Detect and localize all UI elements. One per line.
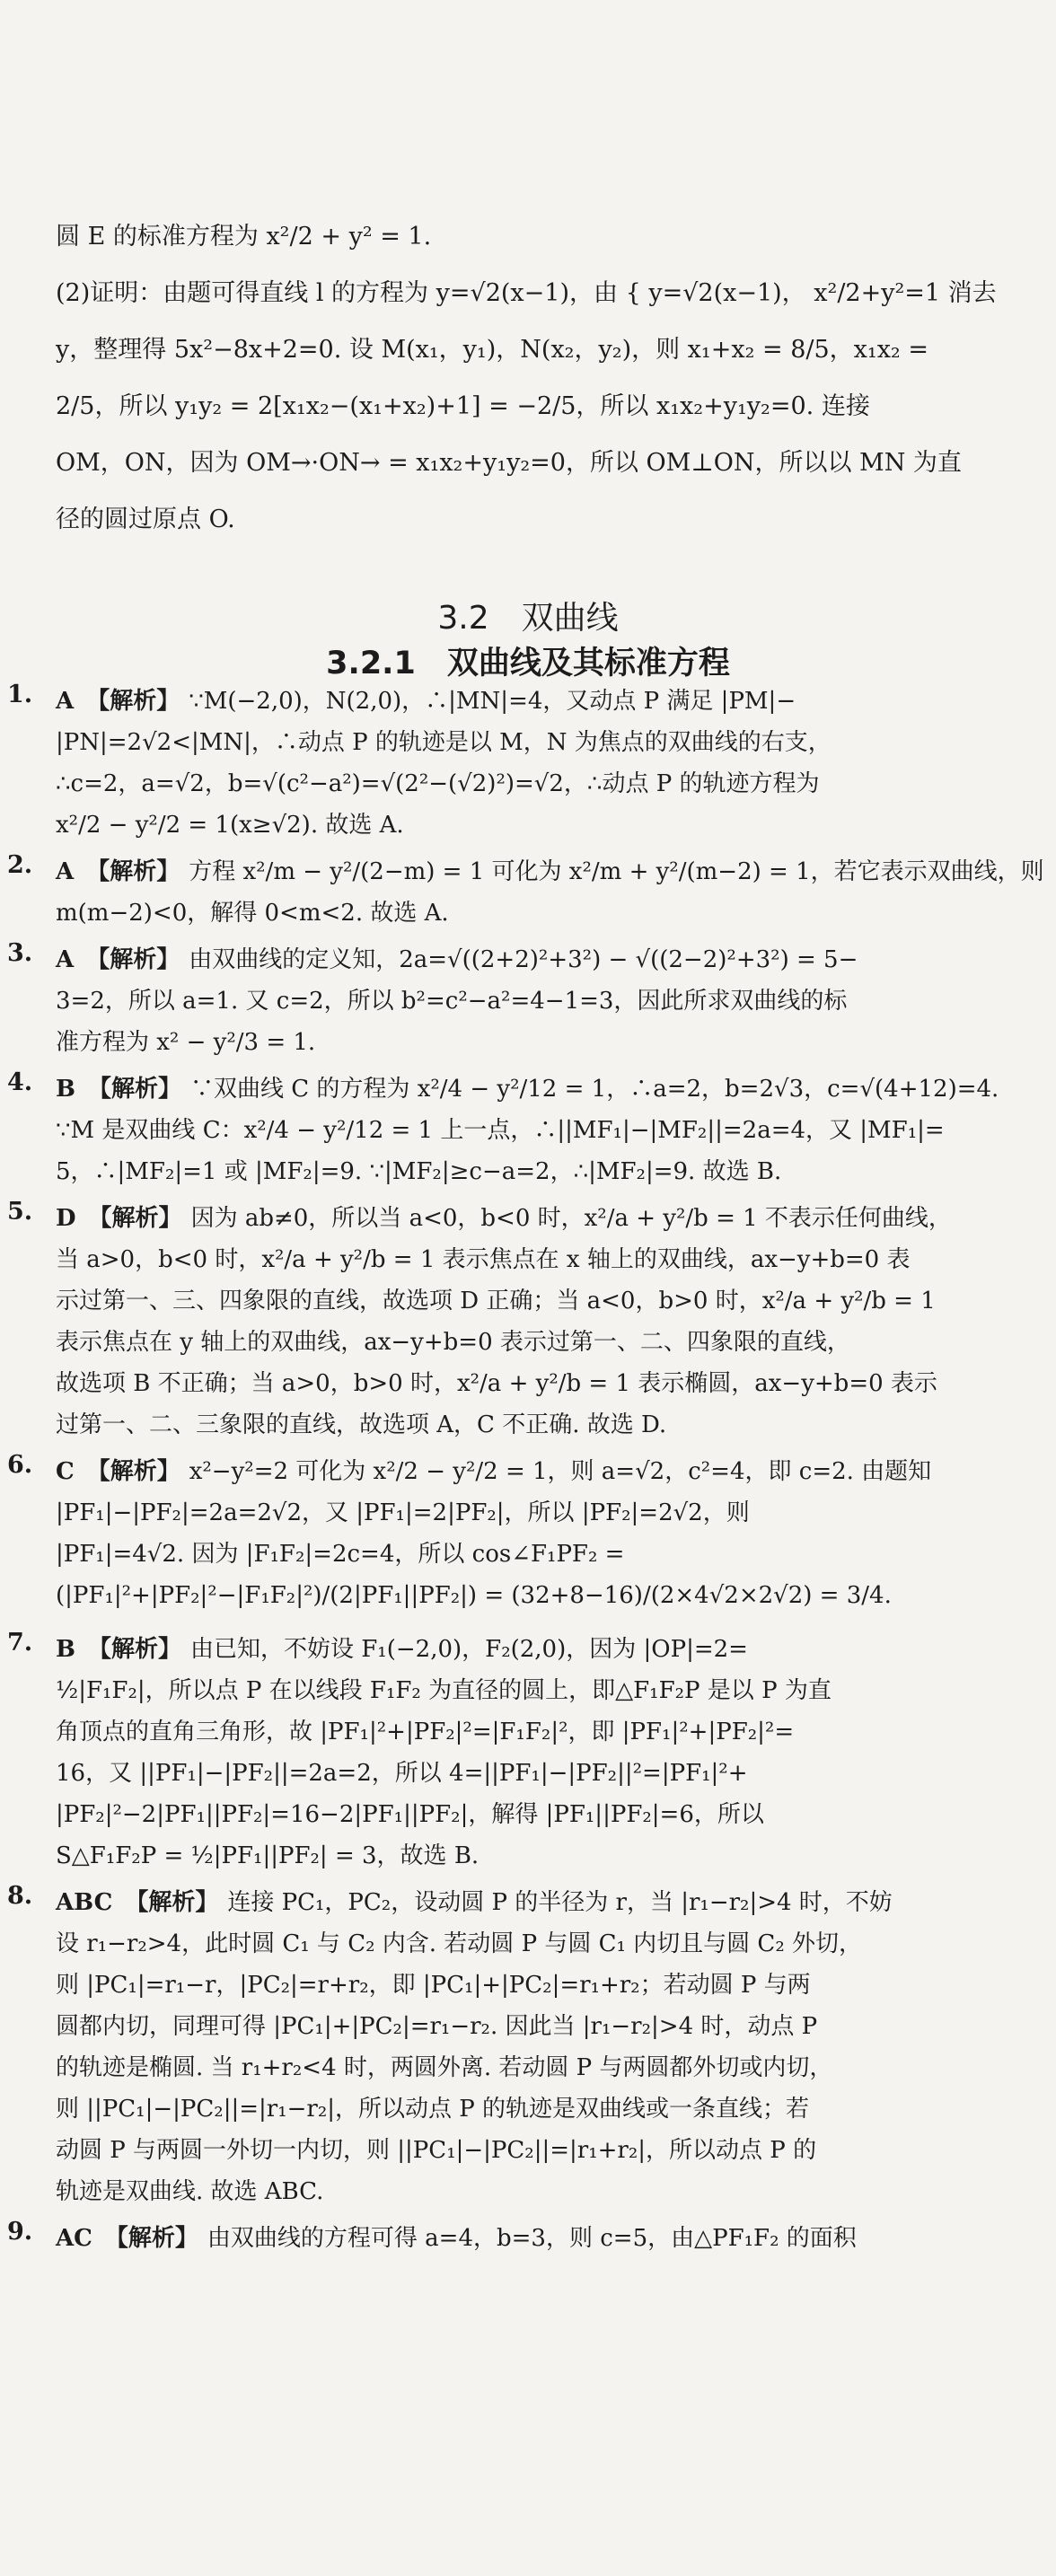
item-text: S△F₁F₂P = ½|PF₁||PF₂| = 3，故选 B. [56, 1842, 480, 1869]
item-text: 角顶点的直角三角形，故 |PF₁|²+|PF₂|²=|F₁F₂|²，即 |PF₁|²+|PF₂|²= [56, 1719, 795, 1745]
analysis-tag: 【解析】 [87, 1636, 181, 1663]
item-text: 表示焦点在 y 轴上的双曲线，ax−y+b=0 表示过第一、二、四象限的直线， [56, 1329, 850, 1356]
analysis-tag: 【解析】 [86, 688, 180, 715]
item-text: 当 a>0，b<0 时，x²/a + y²/b = 1 表示焦点在 x 轴上的双曲线，ax−y+b=0 表 [56, 1246, 911, 1273]
analysis-tag: 【解析】 [86, 858, 180, 885]
answer-item-2 [7, 851, 1044, 934]
answer-item-6 [7, 1451, 1040, 1616]
item-number: 5. [7, 1198, 33, 1226]
intro-line: y，整理得 5x²−8x+2=0. 设 M(x₁，y₁)，N(x₂，y₂)，则 x₁+x₂ = 8/5，x₁x₂ = [56, 336, 928, 364]
answer-item-5 [7, 1198, 1040, 1446]
item-number: 1. [7, 681, 33, 708]
answer-item-7 [7, 1629, 1040, 1877]
answer-item-4 [7, 1068, 1040, 1192]
item-text: 由双曲线的方程可得 a=4，b=3，则 c=5，由△PF₁F₂ 的面积 [207, 2225, 857, 2252]
item-answer: ABC [56, 1889, 113, 1916]
item-text: 由已知，不妨设 F₁(−2,0)，F₂(2,0)，因为 |OP|=2= [190, 1636, 748, 1663]
item-text: |PN|=2√2<|MN|，∴动点 P 的轨迹是以 M，N 为焦点的双曲线的右支， [56, 729, 832, 756]
item-number: 6. [7, 1451, 33, 1479]
item-text: (|PF₁|²+|PF₂|²−|F₁F₂|²)/(2|PF₁||PF₂|) = (32+8−16)/(2×4√2×2√2) = 3/4. [56, 1582, 892, 1609]
item-text: |PF₂|²−2|PF₁||PF₂|=16−2|PF₁||PF₂|，解得 |PF₁||PF₂|=6，所以 [56, 1801, 764, 1828]
item-text: ∴c=2，a=√2，b=√(c²−a²)=√(2²−(√2)²)=√2，∴动点 P 的轨迹方程为 [56, 770, 820, 797]
item-text: 准方程为 x² − y²/3 = 1. [56, 1029, 316, 1056]
item-number: 3. [7, 939, 33, 967]
item-text: 故选项 B 不正确；当 a>0，b>0 时，x²/a + y²/b = 1 表示椭圆，ax−y+b=0 表示 [56, 1370, 937, 1397]
item-text: ½|F₁F₂|，所以点 P 在以线段 F₁F₂ 为直径的圆上，即△F₁F₂P 是以 P 为直 [56, 1677, 832, 1704]
item-text: 过第一、二、三象限的直线，故选项 A，C 不正确. 故选 D. [56, 1411, 667, 1438]
item-text: 圆都内切，同理可得 |PC₁|+|PC₂|=r₁−r₂. 因此当 |r₁−r₂|>4 时，动点 P [56, 2013, 818, 2040]
item-text: x²/2 − y²/2 = 1(x≥√2). 故选 A. [56, 812, 404, 839]
item-number: 7. [7, 1629, 33, 1657]
intro-line: 圆 E 的标准方程为 x²/2 + y² = 1. [56, 223, 432, 251]
item-number: 2. [7, 851, 33, 879]
answer-item-9 [7, 2218, 1040, 2259]
item-text: 3=2，所以 a=1. 又 c=2，所以 b²=c²−a²=4−1=3，因此所求双曲线的标 [56, 988, 848, 1015]
answer-list [7, 681, 1044, 2264]
analysis-tag: 【解析】 [88, 1205, 182, 1232]
item-text: 因为 ab≠0，所以当 a<0，b<0 时，x²/a + y²/b = 1 不表示任何曲线， [190, 1205, 952, 1232]
item-text: |PF₁|=4√2. 因为 |F₁F₂|=2c=4，所以 cos∠F₁PF₂ = [56, 1541, 625, 1568]
answer-item-8 [7, 1882, 1040, 2212]
analysis-tag: 【解析】 [125, 1889, 219, 1916]
item-text: 16，又 ||PF₁|−|PF₂||=2a=2，所以 4=||PF₁|−|PF₂||²=|PF₁|²+ [56, 1760, 748, 1787]
analysis-tag: 【解析】 [86, 946, 180, 973]
item-text: |PF₁|−|PF₂|=2a=2√2，又 |PF₁|=2|PF₂|，所以 |PF₂|=2√2，则 [56, 1499, 750, 1526]
intro-solution [56, 208, 1008, 548]
item-answer: D [56, 1205, 76, 1232]
answer-item-3 [7, 939, 1040, 1063]
item-text: x²−y²=2 可化为 x²/2 − y²/2 = 1，则 a=√2，c²=4，即 c=2. 由题知 [189, 1458, 932, 1485]
intro-line: 径的圆过原点 O. [56, 506, 235, 533]
item-text: m(m−2)<0，解得 0<m<2. 故选 A. [56, 900, 449, 927]
item-text: 则 |PC₁|=r₁−r，|PC₂|=r+r₂，即 |PC₁|+|PC₂|=r₁+r₂；若动圆 P 与两 [56, 1972, 811, 1999]
item-answer: A [56, 946, 75, 973]
item-answer: A [56, 688, 75, 715]
intro-line: OM，ON，因为 OM→·ON→ = x₁x₂+y₁y₂=0，所以 OM⊥ON，所以以 MN 为直 [56, 449, 962, 477]
section-title: 3.2 双曲线 [437, 600, 619, 637]
item-text: 的轨迹是椭圆. 当 r₁+r₂<4 时，两圆外离. 若动圆 P 与两圆都外切或内切， [56, 2054, 833, 2081]
item-text: 轨迹是双曲线. 故选 ABC. [56, 2178, 324, 2205]
item-text: 连接 PC₁，PC₂，设动圆 P 的半径为 r，当 |r₁−r₂|>4 时，不妨 [227, 1889, 893, 1916]
item-answer: C [56, 1458, 75, 1485]
item-text: 动圆 P 与两圆一外切一内切，则 ||PC₁|−|PC₂||=|r₁+r₂|，所以动点 P 的 [56, 2137, 817, 2164]
answer-item-1 [7, 681, 1040, 846]
item-answer: B [56, 1636, 75, 1663]
item-number: 4. [7, 1068, 33, 1096]
item-text: ∵M 是双曲线 C：x²/4 − y²/12 = 1 上一点，∴||MF₁|−|MF₂||=2a=4，又 |MF₁|= [56, 1117, 945, 1144]
intro-line: 2/5，所以 y₁y₂ = 2[x₁x₂−(x₁+x₂)+1] = −2/5，所以 x₁x₂+y₁y₂=0. 连接 [56, 392, 870, 420]
item-text: ∵M(−2,0)，N(2,0)，∴|MN|=4，又动点 P 满足 |PM|− [189, 688, 796, 715]
intro-line: (2)证明：由题可得直线 l 的方程为 y=√2(x−1)，由 { y=√2(x−1)， x²/2+y²=1 消去 [56, 279, 997, 307]
analysis-tag: 【解析】 [104, 2225, 198, 2252]
item-text: ∵双曲线 C 的方程为 x²/4 − y²/12 = 1，∴a=2，b=2√3，c=√(4+12)=4. [190, 1076, 999, 1103]
item-answer: A [56, 858, 75, 885]
item-number: 9. [7, 2218, 33, 2246]
item-text: 由双曲线的定义知，2a=√((2+2)²+3²) − √((2−2)²+3²) = 5− [189, 946, 858, 973]
item-text: 设 r₁−r₂>4，此时圆 C₁ 与 C₂ 内含. 若动圆 P 与圆 C₁ 内切且与圆 C₂ 外切， [56, 1930, 863, 1957]
subsection-title: 3.2.1 双曲线及其标准方程 [326, 646, 730, 681]
item-answer: AC [56, 2225, 92, 2252]
item-number: 8. [7, 1882, 33, 1910]
item-text: 则 ||PC₁|−|PC₂||=|r₁−r₂|，所以动点 P 的轨迹是双曲线或一条直线；若 [56, 2096, 810, 2123]
analysis-tag: 【解析】 [86, 1458, 180, 1485]
item-answer: B [56, 1076, 75, 1103]
item-text: 5，∴|MF₂|=1 或 |MF₂|=9. ∵|MF₂|≥c−a=2，∴|MF₂|=9. 故选 B. [56, 1158, 782, 1185]
item-text: 示过第一、三、四象限的直线，故选项 D 正确；当 a<0，b>0 时，x²/a + y²/b = 1 [56, 1288, 936, 1314]
analysis-tag: 【解析】 [87, 1076, 181, 1103]
item-text: 方程 x²/m − y²/(2−m) = 1 可化为 x²/m + y²/(m−2) = 1，若它表示双曲线，则 [189, 858, 1044, 885]
